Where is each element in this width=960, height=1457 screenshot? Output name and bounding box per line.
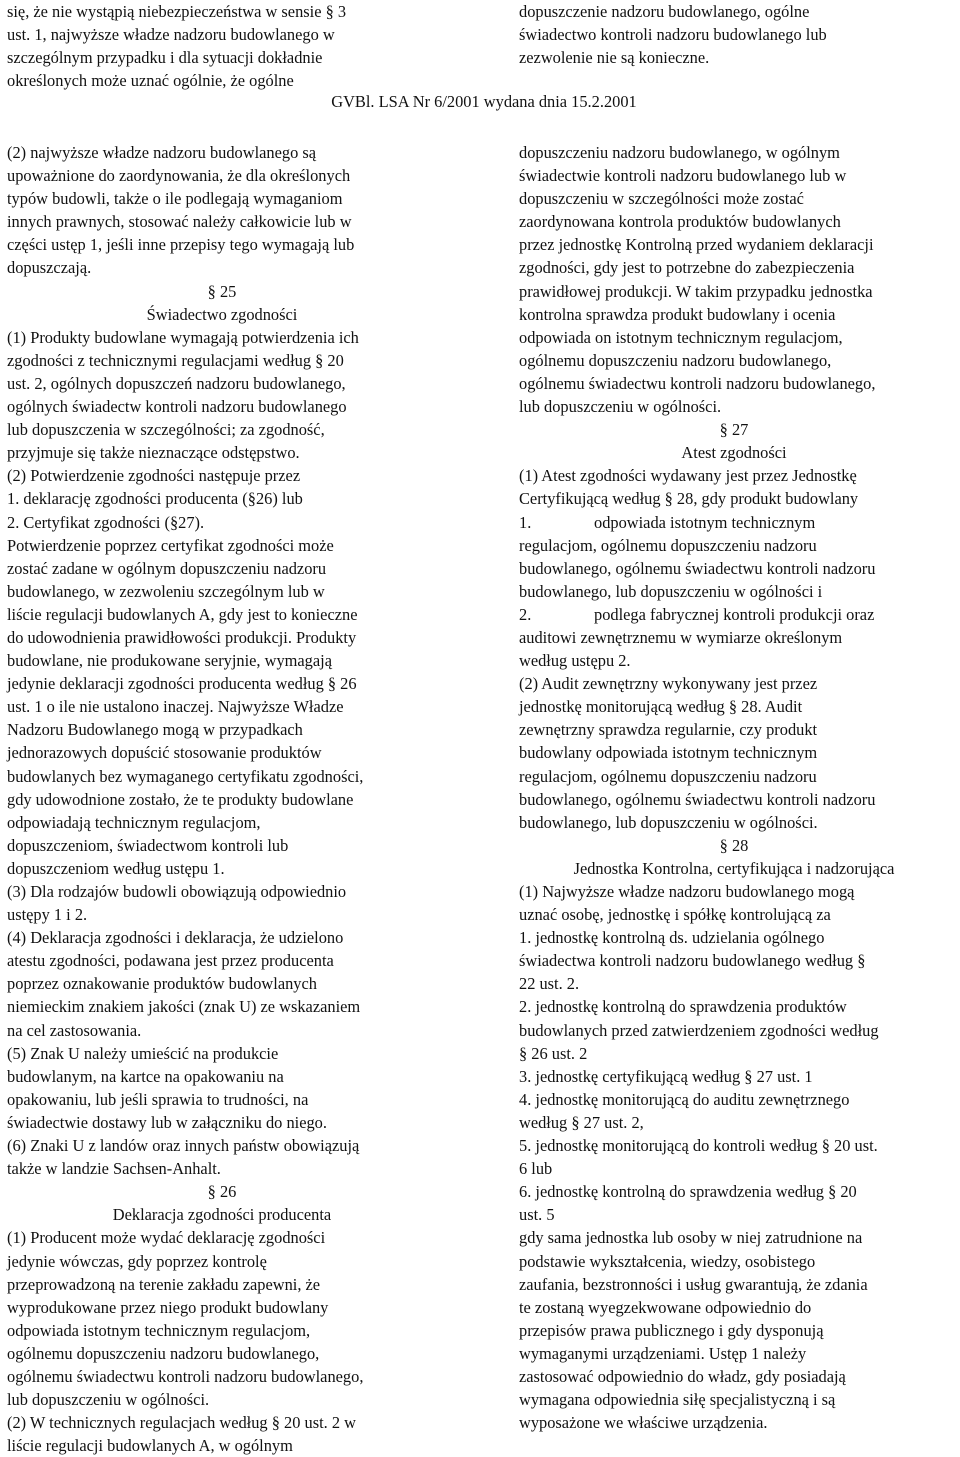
text-line: (1) Atest zgodności wydawany jest przez Jednostkę bbox=[519, 466, 857, 486]
top-left-text bbox=[7, 0, 477, 92]
text-line: dopuszczeniom według ustępu 1. bbox=[7, 858, 225, 878]
text-line: budowlanego, ogólnemu świadectwu kontroli nadzoru bbox=[519, 558, 876, 578]
top-right-text bbox=[519, 0, 959, 69]
text-line: świadectwie kontroli nadzoru budowlanego lub w bbox=[519, 166, 847, 186]
text-line: części ustęp 1, jeśli inne przepisy tego wymagają lub bbox=[7, 235, 355, 255]
text-line: jednostkę monitorującą według § 28. Audit bbox=[519, 697, 803, 717]
text-line: wymaganymi urządzeniami. Ustęp 1 należy bbox=[519, 1343, 807, 1363]
text-line: (4) Deklaracja zgodności i deklaracja, że udzielono bbox=[7, 928, 344, 948]
text-line: wymagana odpowiednia siłę specjalistyczną i są bbox=[519, 1390, 836, 1410]
text-line: te zostaną wyegzekwowane odpowiednio do bbox=[519, 1297, 812, 1317]
text-line: 6. jednostkę kontrolną do sprawdzenia według § 20 bbox=[519, 1182, 857, 1202]
text-line bbox=[519, 603, 959, 626]
section-heading: § 26 bbox=[207, 1182, 237, 1202]
text-line: lub dopuszczenia w szczególności; za zgodność, bbox=[7, 420, 325, 440]
text-line: budowlany odpowiada istotnym technicznym bbox=[519, 743, 818, 763]
page-header bbox=[0, 90, 960, 113]
list-text: odpowiada istotnym technicznym bbox=[594, 512, 816, 532]
text-line: przyjmuje się także nieznaczące odstępstwo. bbox=[7, 443, 300, 463]
text-line: 22 ust. 2. bbox=[519, 974, 580, 994]
text-line: wyposażone we właściwe urządzenia. bbox=[519, 1413, 768, 1433]
section-heading: § 25 bbox=[207, 281, 237, 301]
text-line: zaufania, bezstronności i usług gwarantują, że zdania bbox=[519, 1274, 868, 1294]
section-heading: Jednostka Kontrolna, certyfikująca i nadzorująca bbox=[573, 858, 895, 878]
text-line: także w landzie Sachsen-Anhalt. bbox=[7, 1159, 221, 1179]
text-line: gdy sama jednostka lub osoby w niej zatrudnione na bbox=[519, 1228, 863, 1248]
text-line: ogólnemu dopuszczeniu nadzoru budowlanego, bbox=[519, 350, 832, 370]
text-line: budowlanego, lub dopuszczeniu w ogólności. bbox=[519, 812, 818, 832]
text-line: 2. jednostkę kontrolną do sprawdzenia produktów bbox=[519, 997, 847, 1017]
text-line: lub dopuszczeniu w ogólności. bbox=[519, 397, 722, 417]
text-line: zezwolenie nie są konieczne. bbox=[519, 48, 710, 68]
text-line: ust. 5 bbox=[519, 1205, 555, 1225]
section-heading: Atest zgodności bbox=[681, 443, 787, 463]
text-line: § 26 ust. 2 bbox=[519, 1043, 588, 1063]
text-line: (3) Dla rodzajów budowli obowiązują odpowiednio bbox=[7, 882, 347, 901]
text-line: dopuszczenie nadzoru budowlanego, ogólne bbox=[519, 2, 810, 21]
text-line: ust. 1, najwyższe władze nadzoru budowlanego w bbox=[7, 25, 335, 45]
list-text: podlega fabrycznej kontroli produkcji oraz bbox=[594, 604, 875, 624]
text-line: budowlanego, w zezwoleniu szczególnym lub w bbox=[7, 581, 325, 601]
text-line: przepisów prawa publicznego i gdy dysponują bbox=[519, 1320, 824, 1340]
text-line: auditowi zewnętrznemu w wymiarze określonym bbox=[519, 627, 843, 647]
text-line: ust. 1 o ile nie ustalono inaczej. Najwyższe Władze bbox=[7, 697, 344, 717]
list-number: 2. bbox=[519, 604, 532, 624]
text-line: odpowiada istotnym technicznym regulacjom, bbox=[7, 1320, 311, 1340]
text-line: (2) najwyższe władze nadzoru budowlanego są bbox=[7, 143, 317, 162]
text-line: regulacjom, ogólnemu dopuszczeniu nadzoru bbox=[519, 535, 817, 555]
text-line: poprzez oznakowanie produktów budowlanych bbox=[7, 974, 317, 994]
text-line: według § 27 ust. 2, bbox=[519, 1112, 644, 1132]
text-line: przez jednostkę Kontrolną przed wydaniem deklaracji bbox=[519, 235, 874, 255]
text-line: się, że nie wystąpią niebezpieczeństwa w sensie § 3 bbox=[7, 2, 347, 21]
text-line: odpowiadają technicznym regulacjom, bbox=[7, 812, 261, 832]
text-line: dopuszczeniom, świadectwom kontroli lub bbox=[7, 835, 289, 855]
text-line: ogólnemu dopuszczeniu nadzoru budowlanego, bbox=[7, 1343, 320, 1363]
text-line: budowlanym, na kartce na opakowaniu na bbox=[7, 1066, 284, 1086]
text-line: 1. jednostkę kontrolną ds. udzielania ogólnego bbox=[519, 928, 825, 948]
text-line: zgodności z technicznymi regulacjami według § 20 bbox=[7, 350, 344, 370]
text-line: według ustępu 2. bbox=[519, 651, 631, 671]
text-line: regulacjom, ogólnemu dopuszczeniu nadzoru bbox=[519, 766, 817, 786]
text-line: gdy udowodnione zostało, że te produkty budowlane bbox=[7, 789, 354, 809]
text-line: zewnętrzny sprawdza regularnie, czy produkt bbox=[519, 720, 818, 740]
text-line: (2) Audit zewnętrzny wykonywany jest przez bbox=[519, 674, 818, 694]
text-line: 3. jednostkę certyfikującą według § 27 ust. 1 bbox=[519, 1066, 813, 1086]
text-line: zastosować odpowiednio do władz, gdy posiadają bbox=[519, 1366, 846, 1386]
text-line: kontrolna sprawdza produkt budowlany i ocenia bbox=[519, 304, 836, 324]
text-line: ogólnemu świadectwu kontroli nadzoru budowlanego, bbox=[7, 1366, 364, 1386]
text-line: opakowaniu, lub jeśli sprawia to trudności, na bbox=[7, 1089, 309, 1109]
text-line: Certyfikującą według § 28, gdy produkt budowlany bbox=[519, 489, 859, 509]
text-line: ogólnych świadectw kontroli nadzoru budowlanego bbox=[7, 397, 347, 417]
text-line: dopuszczeniu w szczególności może zostać bbox=[519, 189, 804, 209]
text-line: jednorazowych dopuścić stosowanie produktów bbox=[7, 743, 322, 763]
text-line: (6) Znaki U z landów oraz innych państw obowiązują bbox=[7, 1136, 360, 1156]
text-line: (1) Produkty budowlane wymagają potwierdzenia ich bbox=[7, 327, 359, 347]
text-line: Potwierdzenie poprzez certyfikat zgodności może bbox=[7, 535, 334, 555]
text-line: (1) Producent może wydać deklarację zgodności bbox=[7, 1228, 326, 1248]
list-number: 1. bbox=[519, 512, 532, 532]
text-line: jedynie deklaracji zgodności producenta według § 26 bbox=[7, 674, 357, 694]
text-line: upoważnione do zaordynowania, że dla określonych bbox=[7, 166, 351, 186]
text-line: budowlanych przed zatwierdzeniem zgodności według bbox=[519, 1020, 879, 1040]
text-line: przeprowadzoną na terenie zakładu zapewni, że bbox=[7, 1274, 321, 1294]
text-line: określonych może uznać ogólnie, że ogólne bbox=[7, 71, 294, 91]
text-line: jedynie wówczas, gdy poprzez kontrolę bbox=[7, 1251, 267, 1271]
text-line: (2) W technicznych regulacjach według § 20 ust. 2 w bbox=[7, 1413, 356, 1433]
text-line: odpowiada on istotnym technicznym regulacjom, bbox=[519, 327, 843, 347]
text-line: budowlanego, lub dopuszczeniu w ogólności i bbox=[519, 581, 823, 601]
text-line: budowlanego, ogólnemu świadectwu kontroli nadzoru bbox=[519, 789, 876, 809]
text-line: zaordynowana kontrola produktów budowlanych bbox=[519, 212, 841, 232]
text-line: liście regulacji budowlanych A, gdy jest to konieczne bbox=[7, 604, 358, 624]
right-column bbox=[519, 141, 959, 1434]
text-line: (1) Najwyższe władze nadzoru budowlanego mogą bbox=[519, 882, 855, 901]
text-line: podstawie wykształcenia, wiedzy, osobistego bbox=[519, 1251, 816, 1271]
text-line: na cel zastosowania. bbox=[7, 1020, 142, 1040]
gazette-reference: GVBl. LSA Nr 6/2001 wydana dnia 15.2.2001 bbox=[331, 92, 637, 111]
text-line: liście regulacji budowlanych A, w ogólnym bbox=[7, 1436, 293, 1456]
text-line: do udowodnienia prawidłowości produkcji. Produkty bbox=[7, 627, 357, 647]
text-line: ogólnemu świadectwu kontroli nadzoru budowlanego, bbox=[519, 373, 876, 393]
text-line: dopuszczeniu nadzoru budowlanego, w ogólnym bbox=[519, 143, 840, 162]
text-line: zgodności, gdy jest to potrzebne do zabezpieczenia bbox=[519, 258, 855, 278]
text-line: świadectwie dostawy lub w załączniku do niego. bbox=[7, 1112, 327, 1132]
text-line: zostać zadane w ogólnym dopuszczeniu nadzoru bbox=[7, 558, 327, 578]
text-line: 5. jednostkę monitorującą do kontroli według § 20 ust. bbox=[519, 1136, 878, 1156]
text-line: Nadzoru Budowlanego mogą w przypadkach bbox=[7, 720, 303, 740]
text-line: (2) Potwierdzenie zgodności następuje przez bbox=[7, 466, 301, 486]
text-line: świadectwo kontroli nadzoru budowlanego lub bbox=[519, 25, 827, 45]
text-line: 6 lub bbox=[519, 1159, 553, 1179]
section-heading: Świadectwo zgodności bbox=[146, 304, 298, 324]
text-line: wyprodukowane przez niego produkt budowlany bbox=[7, 1297, 329, 1317]
section-heading: Deklaracja zgodności producenta bbox=[112, 1205, 332, 1225]
left-column bbox=[7, 141, 477, 1457]
text-line: 2. Certyfikat zgodności (§27). bbox=[7, 512, 205, 532]
text-line: budowlane, nie produkowane seryjnie, wymagają bbox=[7, 651, 332, 671]
text-line: budowlanych bez wymaganego certyfikatu zgodności, bbox=[7, 766, 364, 786]
text-line: ustępy 1 i 2. bbox=[7, 905, 88, 925]
text-line: (5) Znak U należy umieścić na produkcie bbox=[7, 1043, 279, 1063]
text-line: ust. 2, ogólnych dopuszczeń nadzoru budowlanego, bbox=[7, 373, 346, 393]
text-line: świadectwa kontroli nadzoru budowlanego według § bbox=[519, 951, 866, 971]
text-line: atestu zgodności, podawana jest przez producenta bbox=[7, 951, 334, 971]
text-line: prawidłowej produkcji. W takim przypadku jednostka bbox=[519, 281, 873, 301]
text-line bbox=[519, 511, 959, 534]
text-line: dopuszczają. bbox=[7, 258, 92, 278]
text-line: lub dopuszczeniu w ogólności. bbox=[7, 1390, 210, 1410]
text-line: typów budowli, także o ile podlegają wymaganiom bbox=[7, 189, 343, 209]
section-heading: § 28 bbox=[719, 835, 749, 855]
text-line: uznać osobę, jednostkę i spółkę kontrolującą za bbox=[519, 905, 831, 925]
section-heading: § 27 bbox=[719, 420, 749, 440]
text-line: 1. deklarację zgodności producenta (§26) lub bbox=[7, 489, 303, 509]
text-line: niemieckim znakiem jakości (znak U) ze wskazaniem bbox=[7, 997, 361, 1017]
text-line: 4. jednostkę monitorującą do auditu zewnętrznego bbox=[519, 1089, 850, 1109]
text-line: innych prawnych, stosować należy całkowicie lub w bbox=[7, 212, 352, 232]
text-line: szczególnym przypadku i dla sytuacji dokładnie bbox=[7, 48, 323, 68]
